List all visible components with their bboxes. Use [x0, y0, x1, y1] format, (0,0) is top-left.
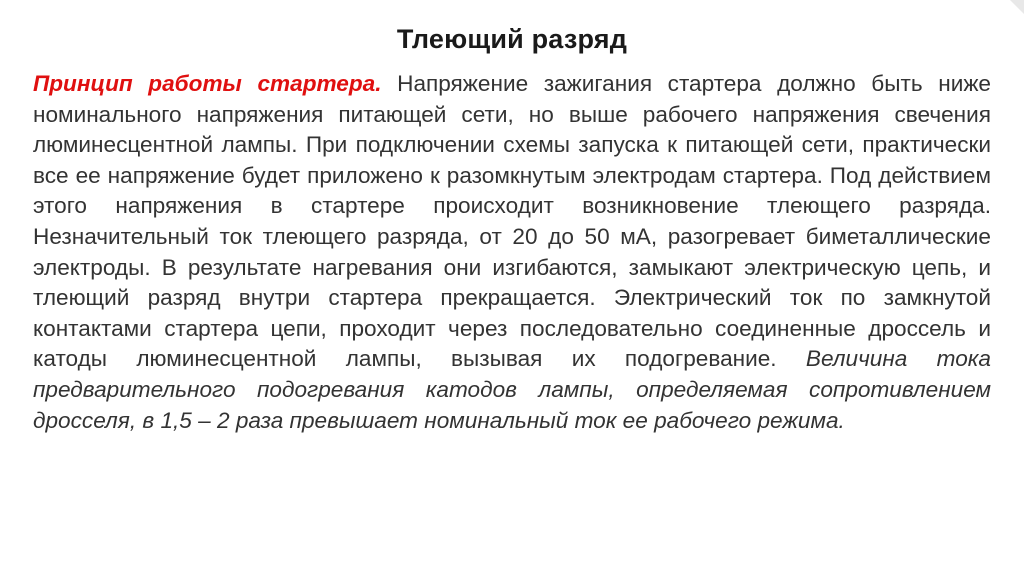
lead-phrase: Принцип работы стартера.	[33, 71, 382, 96]
body-paragraph: Напряжение зажигания стартера должно быть ниже номинального напряжения питающей сети, но выше рабочего напряжения свечения люминесцентной лампы. При подключении схемы запуска к питающей сети, практически все ее напряжение будет приложено к разомкнутым электродам стартера. Под действием этого напряжения в стартере происходит возникновение тлеющего разряда. Незначительный ток тлеющего разряда, от 20 до 50 мА, разогревает биметаллические электроды. В результате нагревания они изгибаются, замыкают электрическую цепь, и тлеющий разряд внутри стартера прекращается. Электрический ток по замкнутой контактами стартера цепи, проходит через последовательно соединенные дроссель и катоды люминесцентной лампы, вызывая их подогревание.	[33, 71, 991, 372]
slide-title: Тлеющий разряд	[396, 24, 628, 54]
emphasis-sentence: Величина тока предварительного подогревания катодов лампы, определяемая сопротивлением дросселя, в 1,5 – 2 раза превышает номинальный ток ее рабочего режима.	[33, 346, 991, 433]
slide-body	[33, 69, 991, 436]
corner-decoration	[1010, 0, 1024, 14]
